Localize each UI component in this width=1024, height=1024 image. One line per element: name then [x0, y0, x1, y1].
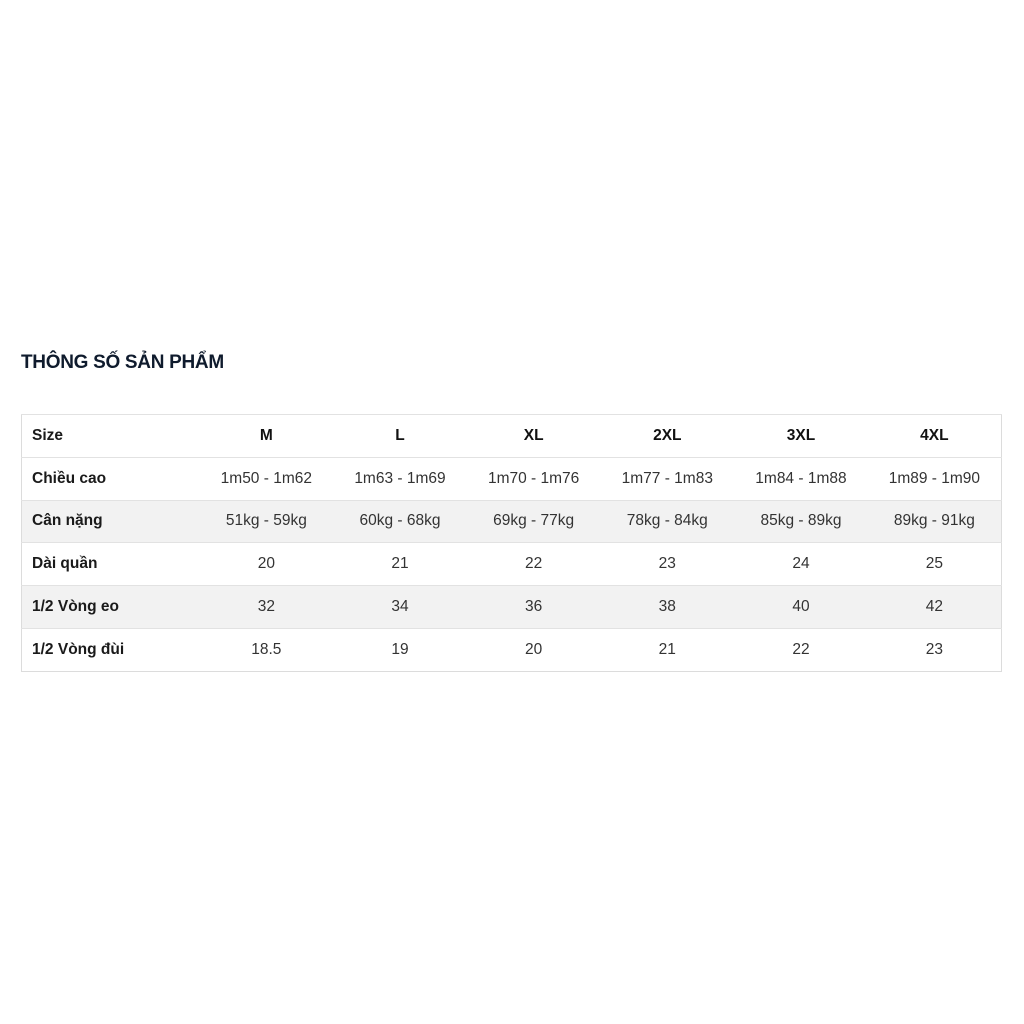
size-chart-table [21, 414, 1002, 672]
table-cell: 21 [333, 543, 467, 586]
table-cell: 25 [868, 543, 1002, 586]
table-header-row [22, 415, 1002, 458]
table-cell: 18.5 [200, 628, 334, 671]
page-title: THÔNG SỐ SẢN PHẨM [21, 352, 224, 373]
row-label-half-thigh: 1/2 Vòng đùi [22, 628, 200, 671]
size-header-xl: XL [467, 415, 601, 458]
table-cell: 40 [734, 586, 868, 629]
table-cell: 20 [200, 543, 334, 586]
table-cell: 34 [333, 586, 467, 629]
header-label: Size [22, 415, 200, 458]
table-cell: 32 [200, 586, 334, 629]
table-cell: 23 [868, 628, 1002, 671]
size-header-2xl: 2XL [600, 415, 734, 458]
table-cell: 1m84 - 1m88 [734, 457, 868, 500]
table-cell: 51kg - 59kg [200, 500, 334, 543]
table-row-half-waist [22, 586, 1002, 629]
table-cell: 20 [467, 628, 601, 671]
row-label-height: Chiều cao [22, 457, 200, 500]
table-cell: 85kg - 89kg [734, 500, 868, 543]
table-cell: 22 [467, 543, 601, 586]
table-cell: 69kg - 77kg [467, 500, 601, 543]
size-header-4xl: 4XL [868, 415, 1002, 458]
row-label-weight: Cân nặng [22, 500, 200, 543]
table-cell: 19 [333, 628, 467, 671]
table-row-half-thigh [22, 628, 1002, 671]
table-cell: 38 [600, 586, 734, 629]
size-header-l: L [333, 415, 467, 458]
table-cell: 42 [868, 586, 1002, 629]
size-header-3xl: 3XL [734, 415, 868, 458]
table-cell: 24 [734, 543, 868, 586]
table-cell: 1m77 - 1m83 [600, 457, 734, 500]
row-label-pant-length: Dài quần [22, 543, 200, 586]
table-cell: 89kg - 91kg [868, 500, 1002, 543]
table-cell: 23 [600, 543, 734, 586]
table-cell: 1m50 - 1m62 [200, 457, 334, 500]
table-cell: 22 [734, 628, 868, 671]
table-cell: 21 [600, 628, 734, 671]
table-row-height [22, 457, 1002, 500]
table-cell: 1m63 - 1m69 [333, 457, 467, 500]
table-cell: 36 [467, 586, 601, 629]
row-label-half-waist: 1/2 Vòng eo [22, 586, 200, 629]
size-header-m: M [200, 415, 334, 458]
table-row-weight [22, 500, 1002, 543]
table-cell: 1m70 - 1m76 [467, 457, 601, 500]
table-cell: 78kg - 84kg [600, 500, 734, 543]
table-row-pant-length [22, 543, 1002, 586]
table-cell: 60kg - 68kg [333, 500, 467, 543]
table-cell: 1m89 - 1m90 [868, 457, 1002, 500]
